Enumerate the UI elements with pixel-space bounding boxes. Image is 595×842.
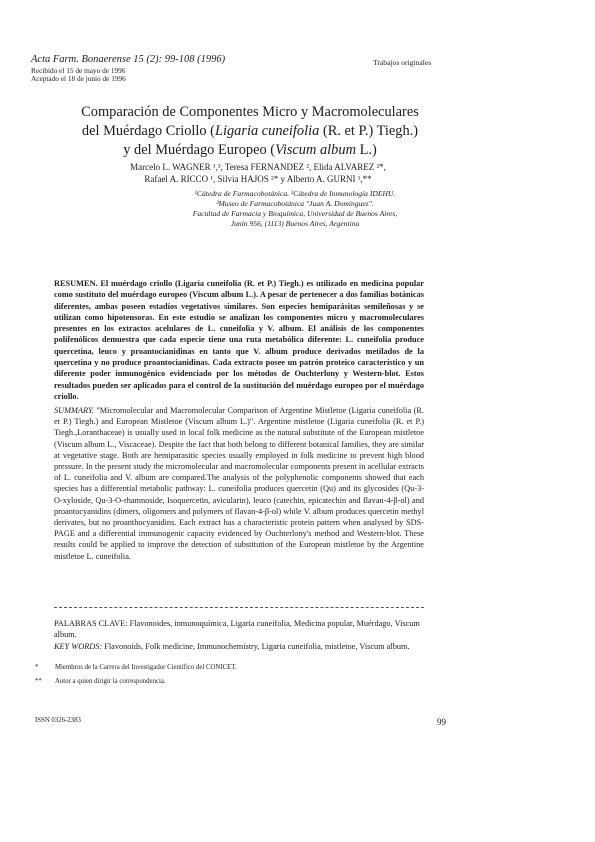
footnote-text: Autor a quien dirigir la correspondencia. bbox=[55, 678, 166, 685]
abstract-english-label: SUMMARY. bbox=[54, 406, 94, 415]
page-number: 99 bbox=[437, 717, 446, 727]
abstract-english-text: "Micromolecular and Macromolecular Comparison of Argentine Mistletoe (Ligaria cuneifolia (R. et P.) Tiegh.) and European Mistletoe (Viscum album L.)". Argentine mistletoe (Ligaria cuneifolia (R. et P.) Tiegh.,Loranthaceae) is usually used in local folk medicine as the natural substitute of the European mistletoe (Viscum album L., Viscaceae). Despite the fact that both belong to different botanical families, they are similar at vegetative stage. Both are hemiparasitic species usually employed in folk medicine to prevent high blood pressure. In the present study the micromolecular and macromolecular components present in acellular extracts of L. cuneifolia and V. album are compared.The analysis of the polyphenolic components showed that each species has a differential metabolic pathway: L. cuneifolia produces quercetin (Qu) and its glycosides (Qu-3-O-xyloside, Qu-3-O-rhamnoside, Isoquercetin, avicularin), leuco (catechin, epicatechin and flavan-4-β-ol) and proantocyanidins (dimers, oligomers and polymers of flavan-4-β-ol) while V. album produces quercetin methyl derivates, but no proanthocyanidins. Each extract has a characteristic protein pattern when analysed by SDS-PAGE and a differential immunogenic capacity evidenced by Ouchterlony's method and Western-blot. These results could be applied to improve the detection of substitution of the European mistletoe by the Argentine mistletoe L. cuneifolia. bbox=[54, 406, 424, 561]
keywords-spanish-label: PALABRAS CLAVE: bbox=[54, 619, 128, 628]
affiliations bbox=[170, 189, 420, 229]
section-label: Trabajos originales bbox=[373, 58, 432, 67]
footnote-mark: * bbox=[35, 664, 39, 671]
abstract-spanish bbox=[54, 278, 424, 402]
footnote-2 bbox=[35, 677, 166, 686]
footnote-mark: ** bbox=[35, 678, 42, 685]
affiliation-line-2: ³Museo de Farmacobotánica "Juan A. Domínguez". bbox=[216, 199, 374, 208]
accepted-date: Aceptado el 18 de junio de 1996 bbox=[31, 74, 126, 83]
keywords-spanish-text: Flavonoides, inmunoquímica, Ligaria cuneifolia, Medicina popular, Muérdago, Viscum album. bbox=[54, 619, 420, 640]
affiliation-line-4: Junín 956, (1113) Buenos Aires, Argentina bbox=[230, 219, 360, 228]
journal-citation: Acta Farm. Bonaerense 15 (2): 99-108 (1996) bbox=[31, 54, 226, 65]
keywords-english-text: Flavonoids, Folk medicine, Immunochemistry, Ligaria cuneifolia, mistletoe, Viscum album. bbox=[102, 641, 410, 651]
section-divider bbox=[54, 607, 424, 608]
abstract-spanish-label: RESUMEN. bbox=[54, 279, 98, 288]
authors-line-1: Marcelo L. WAGNER ¹,³, Teresa FERNANDEZ ², Elida ALVAREZ ²*, bbox=[130, 162, 386, 172]
title-line-3: y del Muérdago Europeo (Viscum album L.) bbox=[123, 142, 377, 158]
issn: ISSN 0326-2383 bbox=[35, 717, 81, 724]
title-line-2: del Muérdago Criollo (Ligaria cuneifolia (R. et P.) Tiegh.) bbox=[81, 123, 419, 139]
paper-title bbox=[40, 103, 460, 160]
keywords-english-label: KEY WORDS: bbox=[54, 641, 103, 651]
keywords-english bbox=[54, 641, 424, 652]
title-line-1: Comparación de Componentes Micro y Macromoleculares bbox=[81, 104, 419, 120]
authors-line-2: Rafael A. RICCO ¹, Silvia HAJOS ²* y Alberto A. GURNI ¹,** bbox=[144, 174, 372, 184]
abstract-spanish-text: El muérdago criollo (Ligaria cuneifolia (R. et P.) Tiegh.) es utilizado en medicina popular como sustituto del muérdago europeo (Viscum album L.). A pesar de pertenecer a dos familias botánicas diferentes, ambas poseen estadíos vegetativos similares. Son especies hemiparásitas semileñosas y se utilizan como hipotensoras. En este estudio se analizan los componentes micro y macromoleculares presentes en los extractos acelulares de L. cuneifolia y V. album. El análisis de los componentes polifenólicos demuestra que cada especie tiene una ruta metabólica diferente: L. cuneifolia produce quercetina, leuco y proantocianidinas en tanto que V. album produce derivados metilados de la quercetina y no produce proantocianidinas. Cada extracto posee un patrón proteico característico y un diferente poder inmunogénico evidenciado por los métodos de Ouchterlony y Western-blot. Estos resultados pueden ser aplicados para el control de la sustitución del muérdago europeo por el muérdago criollo. bbox=[54, 279, 424, 401]
affiliation-line-3: Facultad de Farmacia y Bioquímica, Universidad de Buenos Aires, bbox=[192, 209, 398, 218]
keywords-spanish bbox=[54, 618, 424, 641]
received-date: Recibido el 15 de mayo de 1996 bbox=[31, 66, 126, 75]
abstract-english bbox=[54, 405, 424, 562]
affiliation-line-1: ¹Cátedra de Farmacobotánica. ²Cátedra de Inmunología IDEHU. bbox=[194, 189, 396, 198]
author-list bbox=[68, 161, 448, 185]
footnote-text: Miembros de la Carrera del Investigador Científico del CONICET. bbox=[55, 664, 237, 671]
keywords-block bbox=[54, 618, 424, 652]
footnote-1 bbox=[35, 663, 237, 672]
